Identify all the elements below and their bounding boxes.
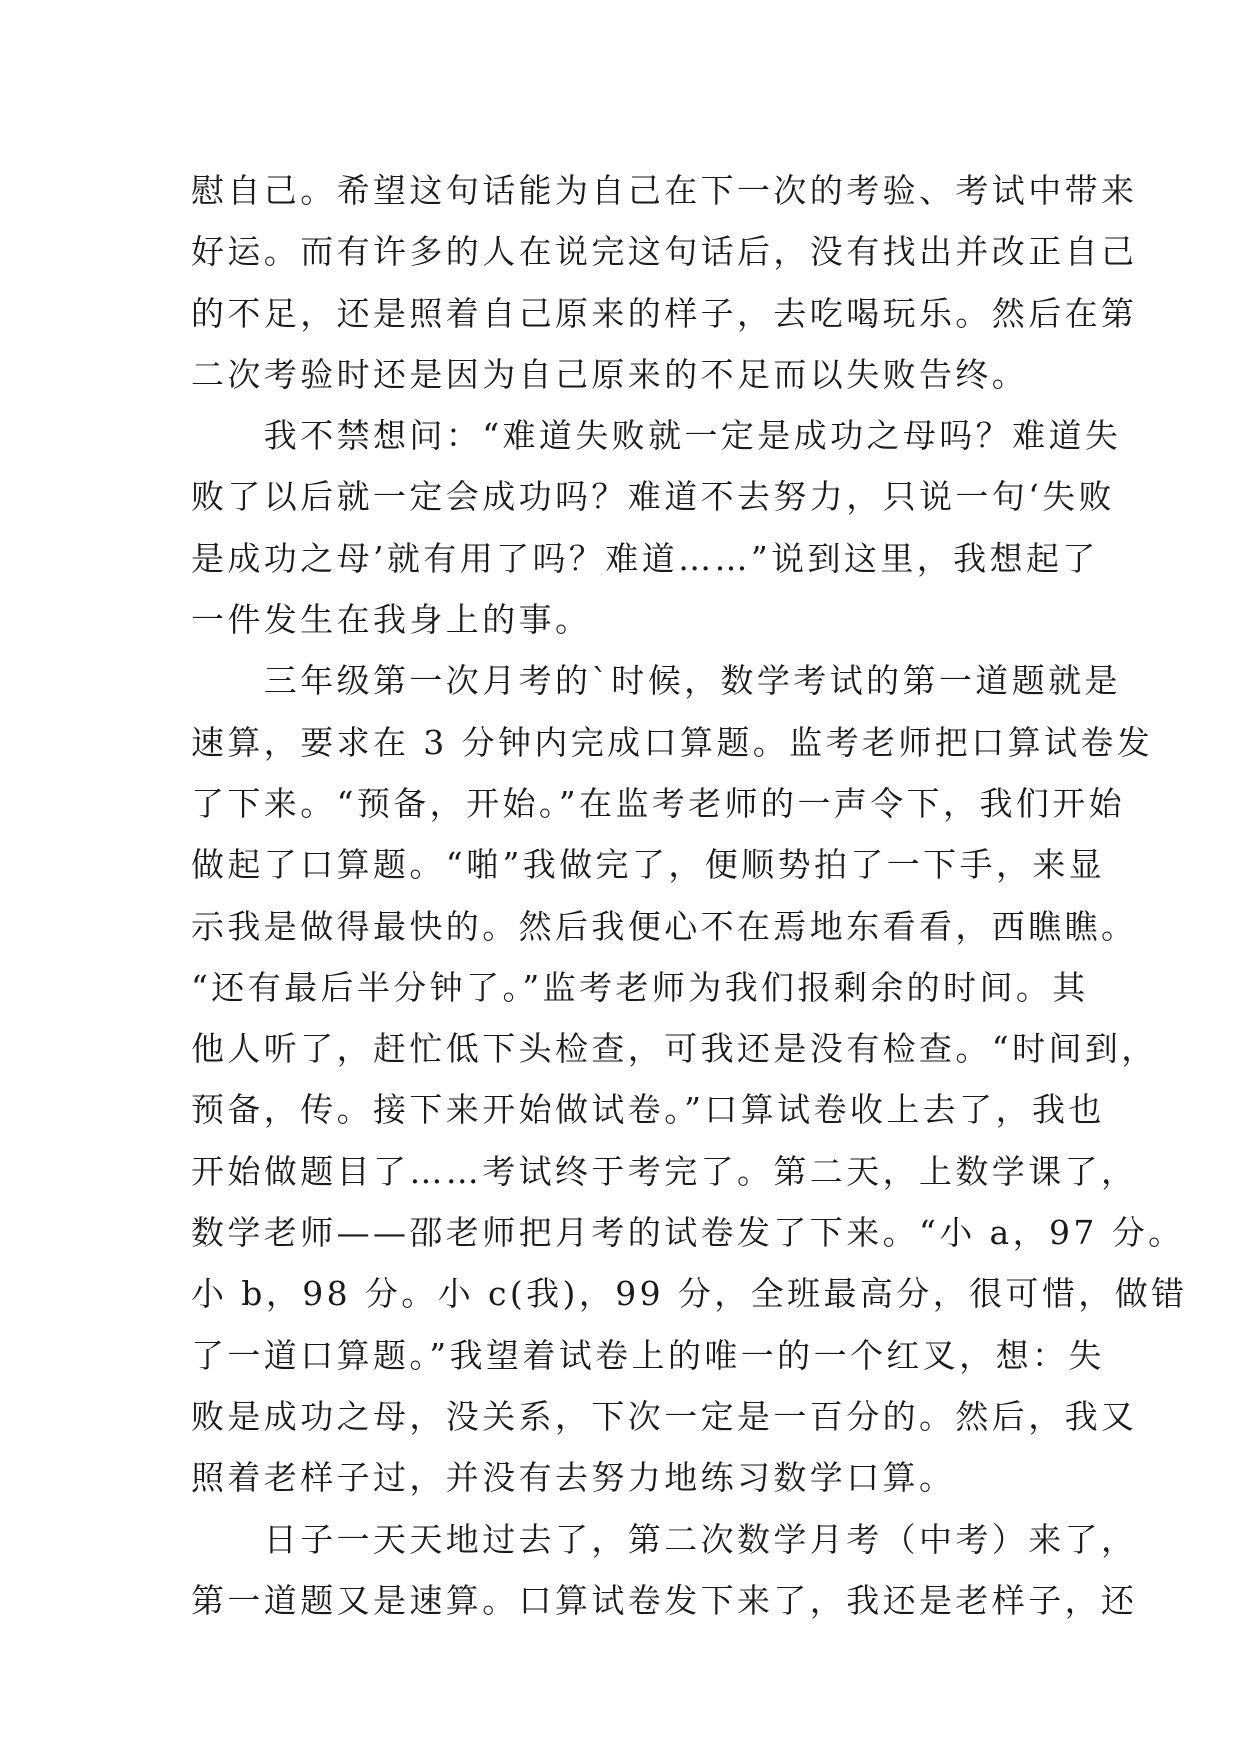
- text-line: 第一道题又是速算。口算试卷发下来了，我还是老样子，还: [191, 1580, 1138, 1620]
- paragraph-3: [191, 650, 1188, 1508]
- text-line: 了一道口算题。”我望着试卷上的唯一的一个红叉，想：失: [191, 1335, 1105, 1375]
- text-line: 二次考验时还是因为自己原来的不足而以失败告终。: [191, 354, 1029, 394]
- text-line: 我不禁想问：“难道失败就一定是成功之母吗？难道失: [191, 416, 1122, 456]
- paragraph-4: [191, 1509, 1138, 1632]
- text-line: 做起了口算题。“啪”我做完了，便顺势拍了一下手，来显: [191, 845, 1106, 885]
- text-line: 开始做题目了……考试终于考完了。第二天，上数学课了，: [191, 1151, 1138, 1191]
- text-line: 示我是做得最快的。然后我便心不在焉地东看看，西瞧瞧。: [191, 906, 1138, 946]
- paragraph-2: [191, 405, 1122, 650]
- text-line: 好运。而有许多的人在说完这句话后，没有找出并改正自己: [191, 232, 1138, 272]
- text-line: 了下来。“预备，开始。”在监考老师的一声令下，我们开始: [191, 783, 1126, 823]
- text-line: 是成功之母’就有用了吗？难道……”说到这里，我想起了: [191, 538, 1099, 578]
- paragraph-1: [191, 160, 1138, 405]
- text-line: 慰自己。希望这句话能为自己在下一次的考验、考试中带来: [191, 171, 1138, 210]
- text-line: “还有最后半分钟了。”监考老师为我们报剩余的时间。其: [191, 967, 1089, 1007]
- text-line: 三年级第一次月考的`时候，数学考试的第一道题就是: [191, 661, 1121, 701]
- text-line: 一件发生在我身上的事。: [191, 600, 592, 640]
- text-line: 败是成功之母，没关系，下次一定是一百分的。然后，我又: [191, 1396, 1138, 1436]
- text-line: 他人听了，赶忙低下头检查，可我还是没有检查。“时间到，: [191, 1029, 1158, 1069]
- text-line: 小 b，98 分。小 c(我)，99 分，全班最高分，很可惜，做错: [191, 1274, 1188, 1314]
- body-text: [191, 160, 1188, 1631]
- text-line: 数学老师——邵老师把月考的试卷发了下来。“小 a，97 分。: [191, 1213, 1185, 1253]
- text-line: 的不足，还是照着自己原来的样子，去吃喝玩乐。然后在第: [191, 293, 1138, 333]
- text-line: 日子一天天地过去了，第二次数学月考（中考）来了，: [191, 1519, 1138, 1559]
- text-line: 预备，传。接下来开始做试卷。”口算试卷收上去了，我也: [191, 1090, 1105, 1130]
- text-line: 速算，要求在 3 分钟内完成口算题。监考老师把口算试卷发: [191, 722, 1154, 762]
- text-line: 照着老样子过，并没有去努力地练习数学口算。: [191, 1458, 956, 1498]
- text-line: 败了以后就一定会成功吗？难道不去努力，只说一句‘失败: [191, 477, 1115, 517]
